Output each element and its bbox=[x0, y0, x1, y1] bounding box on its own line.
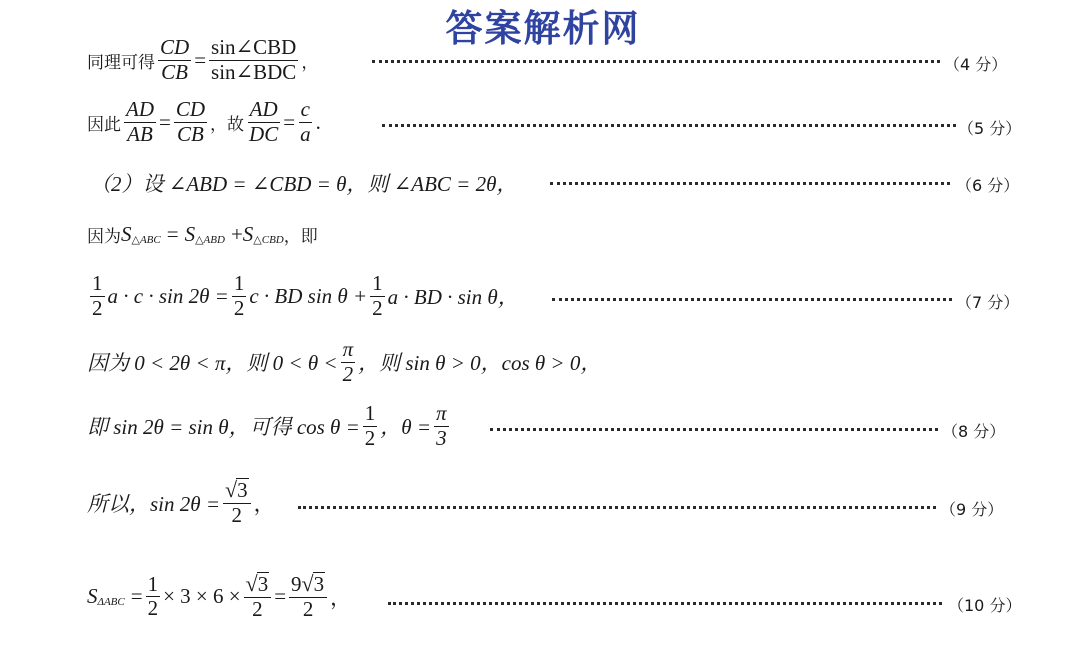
fraction bbox=[289, 572, 327, 621]
fraction bbox=[174, 98, 207, 146]
fraction bbox=[124, 98, 156, 146]
expression: a · c · sin 2θ = bbox=[107, 283, 229, 308]
radicand: 3 bbox=[313, 572, 325, 596]
numerator: AD bbox=[126, 97, 154, 121]
line-prefix: 因此 bbox=[87, 114, 121, 135]
dotted-leader bbox=[388, 602, 942, 605]
solution-line-5 bbox=[87, 272, 519, 320]
equals-sign: = bbox=[283, 109, 296, 134]
score-label: （9 分） bbox=[940, 500, 1004, 519]
punctuation: ， bbox=[301, 52, 319, 73]
fraction bbox=[90, 272, 105, 320]
numerator: AD bbox=[249, 97, 278, 121]
expression: c · BD sin θ + bbox=[249, 283, 368, 308]
fraction bbox=[247, 98, 280, 146]
numerator bbox=[223, 478, 251, 504]
coefficient: 9 bbox=[291, 572, 302, 596]
equals-sign: = bbox=[130, 584, 143, 609]
area-symbol: S bbox=[87, 584, 98, 609]
solution-line-3 bbox=[90, 168, 517, 198]
sqrt: √ 3 bbox=[301, 571, 325, 596]
denominator: CB bbox=[161, 59, 189, 84]
fraction bbox=[341, 338, 356, 386]
numerator: CD bbox=[175, 97, 206, 121]
denominator: DC bbox=[249, 121, 279, 146]
numerator: 1 bbox=[372, 271, 383, 295]
score-label: （8 分） bbox=[942, 422, 1006, 441]
area-symbol: S bbox=[242, 222, 254, 246]
solution-line-8 bbox=[87, 478, 275, 527]
radicand: 3 bbox=[237, 478, 248, 502]
solution-line-4 bbox=[87, 222, 318, 247]
equals-sign: = bbox=[194, 47, 207, 72]
denominator: 2 bbox=[342, 361, 354, 386]
solution-line-6 bbox=[87, 338, 601, 386]
area-symbol: S bbox=[184, 222, 196, 246]
solution-line-9 bbox=[87, 572, 351, 621]
subscript: △ABC bbox=[131, 234, 161, 246]
sqrt: √ 3 bbox=[245, 571, 269, 596]
score-label: （5 分） bbox=[958, 119, 1022, 138]
equals-sign: = bbox=[274, 584, 287, 609]
solution-line-7 bbox=[87, 402, 452, 450]
fraction bbox=[370, 272, 385, 320]
score-label: （6 分） bbox=[956, 176, 1020, 195]
sqrt: √ 3 bbox=[225, 477, 248, 502]
expression: a · BD · sin θ， bbox=[387, 285, 519, 310]
numerator: 1 bbox=[147, 571, 159, 596]
denominator: 2 bbox=[147, 596, 159, 621]
dotted-leader bbox=[298, 506, 936, 509]
fraction bbox=[158, 36, 191, 84]
fraction bbox=[209, 36, 298, 84]
expression: 因为 0 < 2θ < π，则 0 < θ < bbox=[87, 351, 338, 376]
solution-line-1 bbox=[87, 36, 318, 84]
numerator: c bbox=[300, 97, 310, 121]
subscript: △CBD bbox=[253, 234, 284, 246]
score-label: （4 分） bbox=[944, 55, 1008, 74]
numerator bbox=[244, 572, 272, 598]
expression: 即 sin 2θ = sin θ，可得 cos θ = bbox=[87, 415, 360, 440]
fraction bbox=[298, 98, 313, 146]
expression: 所以，sin 2θ = bbox=[87, 491, 220, 516]
dotted-leader bbox=[490, 428, 938, 431]
radicand: 3 bbox=[257, 572, 269, 596]
punctuation: ，即 bbox=[283, 227, 318, 247]
fraction bbox=[146, 573, 161, 621]
connector-text: ，故 bbox=[210, 114, 245, 135]
fraction bbox=[434, 402, 449, 450]
denominator: 2 bbox=[233, 295, 245, 320]
dotted-leader bbox=[552, 298, 952, 301]
score-label: （10 分） bbox=[948, 596, 1022, 615]
watermark-logo: 答案解析网 bbox=[445, 7, 641, 50]
line-prefix: 因为 bbox=[87, 227, 121, 247]
dotted-leader bbox=[550, 182, 950, 185]
score-label: （7 分） bbox=[956, 293, 1020, 312]
denominator: 2 bbox=[252, 596, 263, 621]
denominator: 2 bbox=[92, 295, 103, 320]
line-prefix: 同理可得 bbox=[87, 52, 155, 73]
numerator: π bbox=[436, 401, 447, 425]
expression: ，θ = bbox=[380, 415, 432, 440]
denominator: CB bbox=[177, 121, 204, 146]
numerator bbox=[289, 572, 327, 598]
denominator: 3 bbox=[436, 425, 447, 450]
punctuation: . bbox=[315, 109, 321, 134]
denominator: 2 bbox=[302, 596, 314, 621]
denominator: 2 bbox=[364, 425, 376, 450]
dotted-leader bbox=[372, 60, 940, 63]
fraction bbox=[244, 572, 272, 621]
denominator: sin∠BDC bbox=[211, 59, 297, 84]
numerator: sin∠CBD bbox=[211, 35, 297, 59]
fraction bbox=[223, 478, 251, 527]
line-text: （2）设 ∠ABD = ∠CBD = θ，则 ∠ABC = 2θ， bbox=[90, 172, 518, 196]
fraction bbox=[232, 272, 247, 320]
denominator: AB bbox=[127, 121, 153, 146]
denominator: 2 bbox=[372, 295, 383, 320]
fraction bbox=[363, 402, 378, 450]
plus-sign: + bbox=[230, 222, 243, 246]
solution-line-2 bbox=[87, 98, 321, 146]
numerator: π bbox=[342, 337, 354, 361]
equals-sign: = bbox=[166, 222, 179, 246]
expression: ，则 sin θ > 0，cos θ > 0， bbox=[358, 351, 602, 376]
subscript: ΔABC bbox=[97, 595, 125, 608]
denominator: a bbox=[300, 121, 311, 146]
numerator: 1 bbox=[92, 271, 103, 295]
punctuation: ， bbox=[330, 585, 352, 610]
punctuation: ， bbox=[253, 491, 275, 516]
subscript: △ABD bbox=[195, 234, 225, 246]
area-symbol: S bbox=[121, 222, 132, 246]
numerator: CD bbox=[160, 35, 190, 59]
equals-sign: = bbox=[159, 109, 171, 134]
numerator: 1 bbox=[364, 401, 376, 425]
numerator: 1 bbox=[233, 271, 245, 295]
denominator: 2 bbox=[231, 502, 243, 527]
expression: × 3 × 6 × bbox=[163, 584, 241, 609]
dotted-leader bbox=[382, 124, 956, 127]
